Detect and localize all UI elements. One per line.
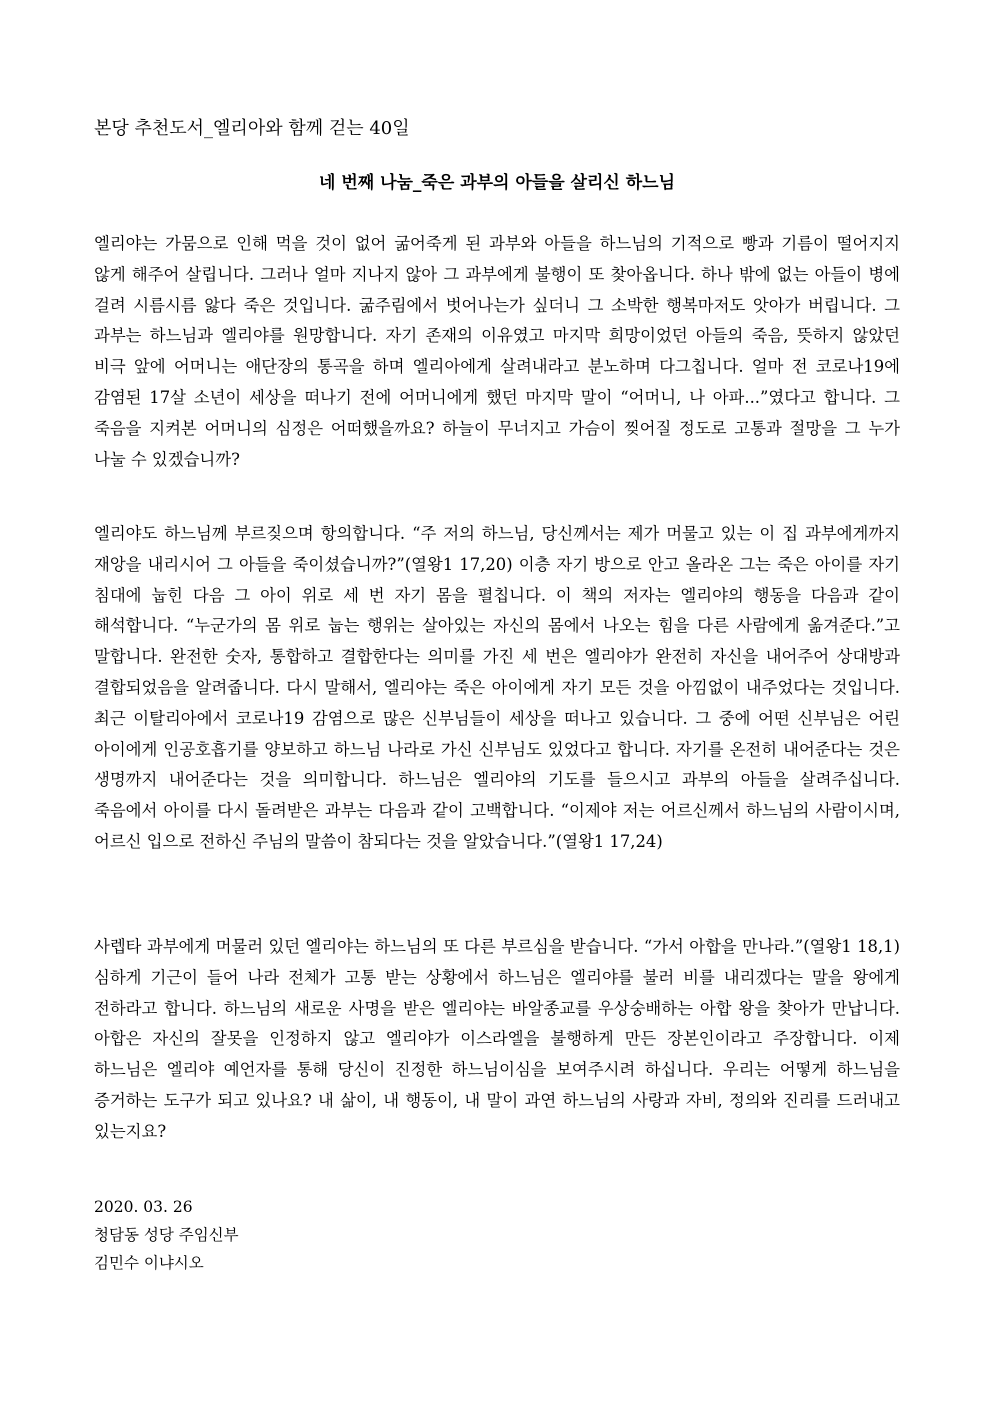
document-title: 본당 추천도서_엘리아와 함께 걷는 40일 — [94, 118, 410, 139]
signature-parish: 청담동 성당 주임신부 — [94, 1226, 239, 1244]
body-paragraph-2: 엘리야도 하느님께 부르짖으며 항의합니다. “주 저의 하느님, 당신께서는 제가 머물고 있는 이 집 과부에게까지 재앙을 내리시어 그 아들을 죽이셨습니까?”(열왕1 17,20) 이층 자기 방으로 안고 올라온 그는 죽은 아이를 자기 침대에 눕힌 다음 그 아이 위로 세 번 자기 몸을 펼칩니다. 이 책의 저자는 엘리야의 행동을 다음과 같이 해석합니다. “누군가의 몸 위로 눕는 행위는 살아있는 자신의 몸에서 나오는 힘을 다른 사람에게 옮겨준다.”고 말합니다. 완전한 숫자, 통합하고 결합한다는 의미를 가진 세 번은 엘리야가 완전히 자신을 내어주어 상대방과 결합되었음을 알려줍니다. 다시 말해서, 엘리야는 죽은 아이에게 자기 모든 것을 아낌없이 내주었다는 것입니다. 최근 이탈리아에서 코로나19 감염으로 많은 신부님들이 세상을 떠나고 있습니다. 그 중에 어떤 신부님은 어린 아이에게 인공호흡기를 양보하고 하느님 나라로 가신 신부님도 있었다고 합니다. 자기를 온전히 내어준다는 것은 생명까지 내어준다는 것을 의미합니다. 하느님은 엘리야의 기도를 들으시고 과부의 아들을 살려주십니다. 죽음에서 아이를 다시 돌려받은 과부는 다음과 같이 고백합니다. “이제야 저는 어르신께서 하느님의 사람이시며, 어르신 입으로 전하신 주님의 말씀이 참되다는 것을 알았습니다.”(열왕1 17,24) — [94, 524, 900, 851]
signature-block — [94, 1193, 239, 1277]
body-paragraph-3: 사렙타 과부에게 머물러 있던 엘리야는 하느님의 또 다른 부르심을 받습니다. “가서 아합을 만나라.”(열왕1 18,1) 심하게 기근이 들어 나라 전체가 고통 받는 상황에서 하느님은 엘리야를 불러 비를 내리겠다는 말을 왕에게 전하라고 합니다. 하느님의 새로운 사명을 받은 엘리야는 바알종교를 우상숭배하는 아합 왕을 찾아가 만납니다. 아합은 자신의 잘못을 인정하지 않고 엘리야가 이스라엘을 불행하게 만든 장본인이라고 주장합니다. 이제 하느님은 엘리야 예언자를 통해 당신이 진정한 하느님이심을 보여주시려 하십니다. 우리는 어떻게 하느님을 증거하는 도구가 되고 있나요? 내 삶이, 내 행동이, 내 말이 과연 하느님의 사랑과 자비, 정의와 진리를 드러내고 있는지요? — [94, 937, 900, 1141]
signature-name: 김민수 이냐시오 — [94, 1254, 204, 1272]
section-subtitle: 네 번째 나눔_죽은 과부의 아들을 살리신 하느님 — [318, 173, 676, 193]
body-paragraph-1: 엘리야는 가뭄으로 인해 먹을 것이 없어 굶어죽게 된 과부와 아들을 하느님의 기적으로 빵과 기름이 떨어지지 않게 해주어 살립니다. 그러나 얼마 지나지 않아 그 과부에게 불행이 또 찾아옵니다. 하나 밖에 없는 아들이 병에 걸려 시름시름 앓다 죽은 것입니다. 굶주림에서 벗어나는가 싶더니 그 소박한 행복마저도 앗아가 버립니다. 그 과부는 하느님과 엘리야를 원망합니다. 자기 존재의 이유였고 마지막 희망이었던 아들의 죽음, 뜻하지 않았던 비극 앞에 어머니는 애단장의 통곡을 하며 엘리아에게 살려내라고 분노하며 다그칩니다. 얼마 전 코로나19에 감염된 17살 소년이 세상을 떠나기 전에 어머니에게 했던 마지막 말이 “어머니, 나 아파...”였다고 합니다. 그 죽음을 지켜본 어머니의 심정은 어떠했을까요? 하늘이 무너지고 가슴이 찢어질 정도로 고통과 절망을 그 누가 나눌 수 있겠습니까? — [94, 234, 900, 469]
signature-date: 2020. 03. 26 — [94, 1198, 193, 1216]
